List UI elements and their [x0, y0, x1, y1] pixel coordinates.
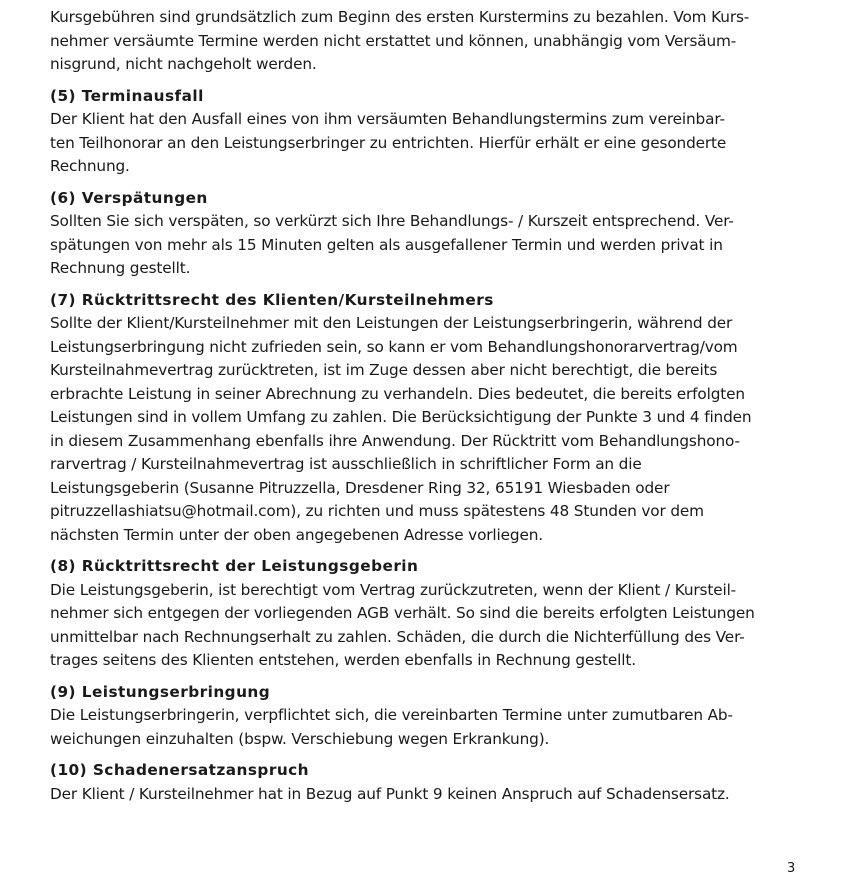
text-line: Sollten Sie sich verspäten, so verkürzt sich Ihre Behandlungs- / Kurszeit entsprechend. Ver-	[50, 212, 734, 230]
text-line: in diesem Zusammenhang ebenfalls ihre Anwendung. Der Rücktritt vom Behandlungshono-	[50, 431, 740, 450]
section-verspaetungen	[50, 187, 802, 281]
section-terminausfall	[50, 85, 802, 179]
section-paragraph	[50, 312, 802, 547]
section-heading: (7) Rücktrittsrecht des Klienten/Kursteilnehmers	[50, 290, 494, 309]
text-line: Die Leistungserbringerin, verpflichtet sich, die vereinbarten Termine unter zumutbaren Ab-	[50, 706, 733, 724]
text-line: Die Leistungsgeberin, ist berechtigt vom Vertrag zurückzutreten, wenn der Klient / Kursteil-	[50, 580, 737, 599]
text-line: weichungen einzuhalten (bspw. Verschiebung wegen Erkrankung).	[50, 729, 550, 748]
document-body	[50, 6, 802, 814]
section-ruecktrittsrecht-klient	[50, 289, 802, 548]
text-line: Leistungserbringung nicht zufrieden sein, so kann er vom Behandlungshonorarvertrag/vom	[50, 337, 738, 356]
section-paragraph	[50, 579, 802, 673]
text-line: spätungen von mehr als 15 Minuten gelten als ausgefallener Termin und werden privat in	[50, 235, 723, 254]
text-line: rarvertrag / Kursteilnahmevertrag ist ausschließlich in schriftlicher Form an die	[50, 455, 642, 473]
section-paragraph	[50, 704, 802, 751]
section-heading: (9) Leistungserbringung	[50, 682, 271, 701]
text-line: unmittelbar nach Rechnungserhalt zu zahlen. Schäden, die durch die Nichterfüllung des Ver-	[50, 627, 745, 646]
intro-paragraph	[50, 6, 802, 77]
text-line: Leistungsgeberin (Susanne Pitruzzella, Dresdener Ring 32, 65191 Wiesbaden oder	[50, 478, 670, 497]
section-heading: (6) Verspätungen	[50, 188, 208, 207]
text-line: Rechnung.	[50, 157, 130, 175]
text-line: Kursteilnahmevertrag zurücktreten, ist im Zuge dessen aber nicht berechtigt, die bereits	[50, 361, 718, 379]
section-heading: (10) Schadenersatzanspruch	[50, 761, 310, 779]
section-paragraph	[50, 210, 802, 281]
text-line: nisgrund, nicht nachgeholt werden.	[50, 55, 317, 73]
page-number: 3	[787, 861, 796, 876]
text-line: erbrachte Leistung in seiner Abrechnung zu verhandeln. Dies bedeutet, die bereits erfolgten	[50, 384, 745, 403]
section-paragraph	[50, 108, 802, 179]
section-heading: (5) Terminausfall	[50, 86, 204, 105]
text-line: Leistungen sind in vollem Umfang zu zahlen. Die Berücksichtigung der Punkte 3 und 4 finden	[50, 408, 752, 426]
section-paragraph	[50, 783, 802, 807]
text-line: nächsten Termin unter der oben angegebenen Adresse vorliegen.	[50, 525, 543, 544]
text-line: Rechnung gestellt.	[50, 259, 191, 277]
text-line: Sollte der Klient/Kursteilnehmer mit den Leistungen der Leistungserbringerin, während der	[50, 314, 733, 332]
text-line: ten Teilhonorar an den Leistungserbringer zu entrichten. Hierfür erhält er eine gesonderte	[50, 133, 727, 152]
text-line: trages seitens des Klienten entstehen, werden ebenfalls in Rechnung gestellt.	[50, 651, 636, 669]
text-line: Der Klient / Kursteilnehmer hat in Bezug auf Punkt 9 keinen Anspruch auf Schadensersatz.	[50, 784, 730, 803]
section-schadenersatzanspruch	[50, 759, 802, 806]
section-leistungserbringung	[50, 681, 802, 752]
text-line: nehmer versäumte Termine werden nicht erstattet und können, unabhängig vom Versäum-	[50, 31, 737, 50]
text-line: nehmer sich entgegen der vorliegenden AGB verhält. So sind die bereits erfolgten Leistungen	[50, 604, 755, 622]
text-line: Der Klient hat den Ausfall eines von ihm versäumten Behandlungstermins zum vereinbar-	[50, 110, 725, 128]
section-heading: (8) Rücktrittsrecht der Leistungsgeberin	[50, 557, 419, 575]
section-ruecktrittsrecht-leistungsgeberin	[50, 555, 802, 673]
text-line: Kursgebühren sind grundsätzlich zum Beginn des ersten Kurstermins zu bezahlen. Vom Kurs-	[50, 8, 750, 26]
email-address-line: pitruzzellashiatsu@hotmail.com), zu richten und muss spätestens 48 Stunden vor dem	[50, 502, 704, 520]
